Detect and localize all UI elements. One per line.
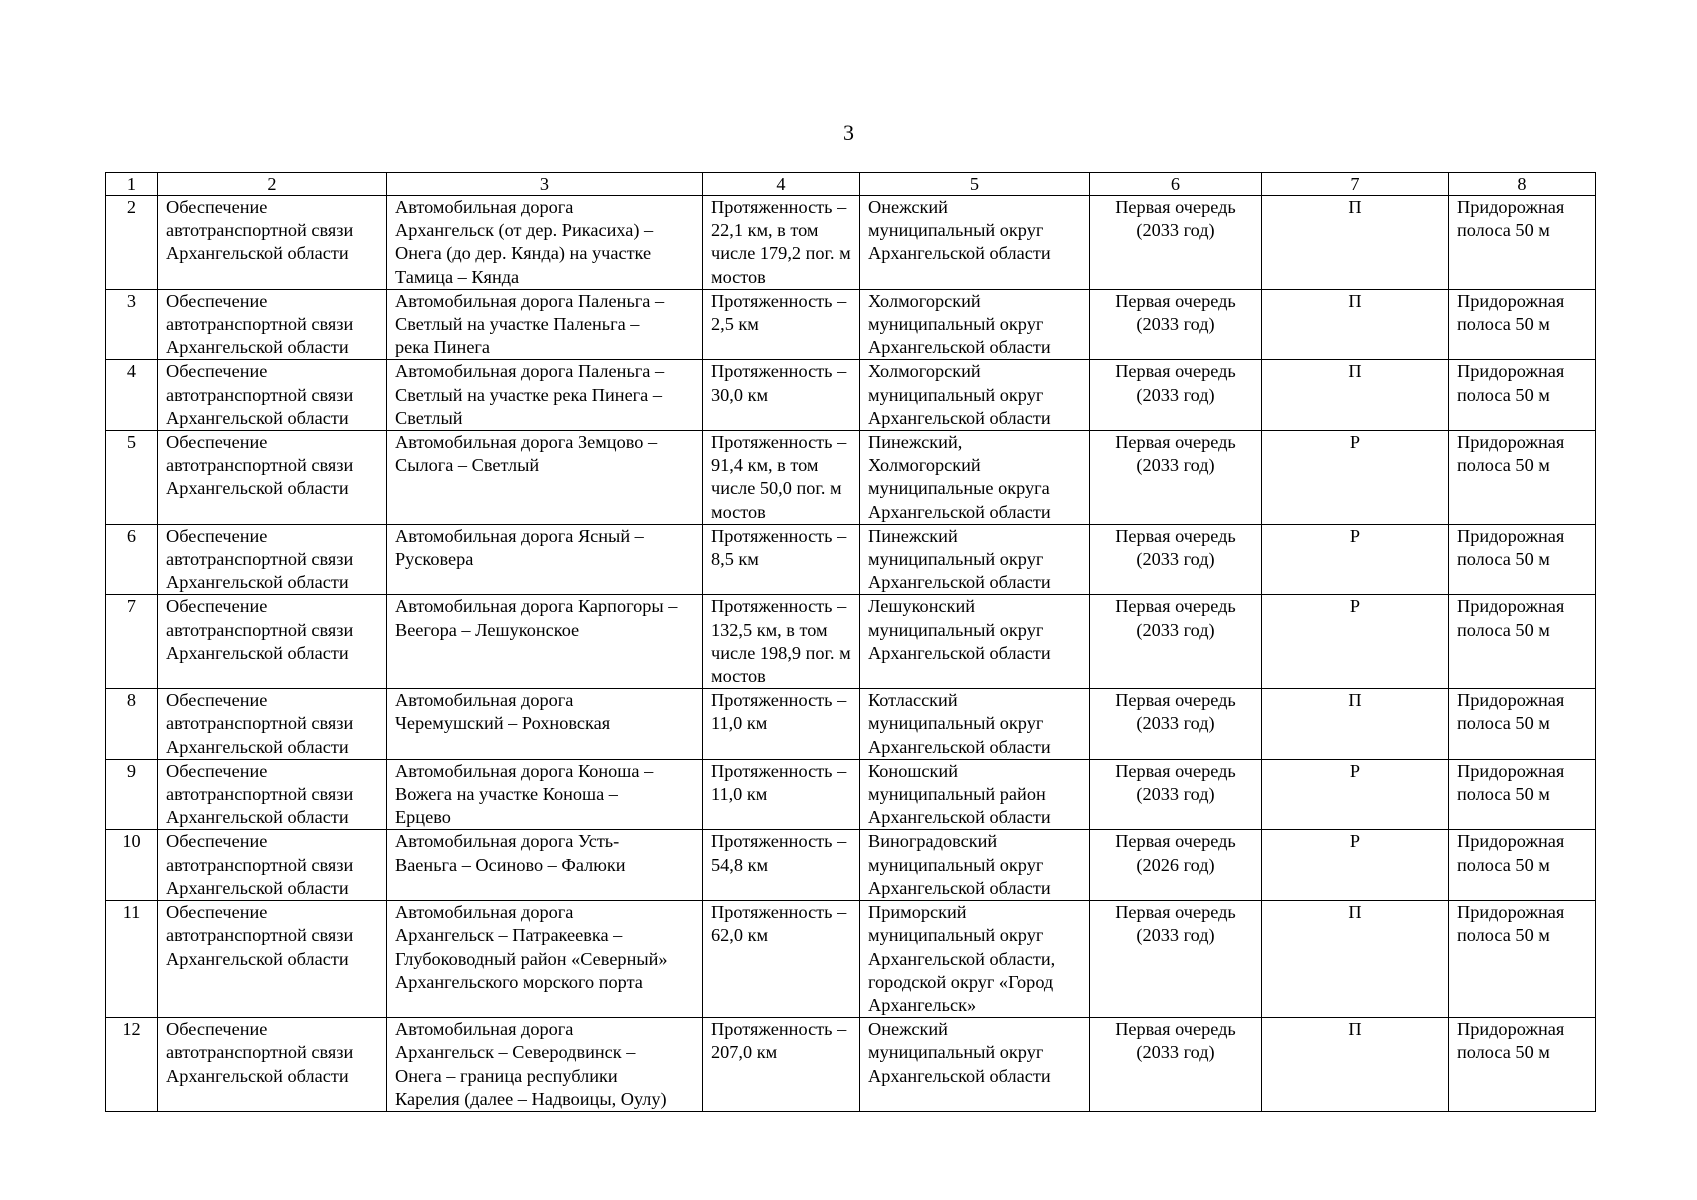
- purpose-cell: Обеспечение автотранспортной связи Архангельской области: [158, 689, 387, 760]
- zone-cell: Придорожная полоса 50 м: [1449, 595, 1596, 689]
- location-cell: Онежский муниципальный округ Архангельской области: [860, 196, 1090, 290]
- object-name-cell: Автомобильная дорога Паленьга – Светлый на участке река Пинега – Светлый: [387, 360, 703, 431]
- row-number-cell: 7: [106, 595, 158, 689]
- row-number-cell: 9: [106, 759, 158, 830]
- purpose-cell: Обеспечение автотранспортной связи Архангельской области: [158, 196, 387, 290]
- object-name-cell: Автомобильная дорога Паленьга – Светлый на участке Паленьга – река Пинега: [387, 289, 703, 360]
- characteristics-cell: Протяженность – 91,4 км, в том числе 50,0 пог. м мостов: [703, 431, 860, 525]
- column-number: 6: [1090, 173, 1262, 196]
- table-row: [106, 431, 1596, 525]
- table-row: [106, 1018, 1596, 1112]
- stage-cell: Первая очередь (2033 год): [1090, 689, 1262, 760]
- row-number-cell: 2: [106, 196, 158, 290]
- characteristics-cell: Протяженность – 8,5 км: [703, 524, 860, 595]
- object-name-cell: Автомобильная дорога Черемушский – Рохновская: [387, 689, 703, 760]
- category-cell: Р: [1262, 431, 1449, 525]
- zone-cell: Придорожная полоса 50 м: [1449, 901, 1596, 1018]
- zone-cell: Придорожная полоса 50 м: [1449, 759, 1596, 830]
- location-cell: Приморский муниципальный округ Архангельской области, городской округ «Город Архангельск»: [860, 901, 1090, 1018]
- stage-cell: Первая очередь (2033 год): [1090, 196, 1262, 290]
- column-number: 8: [1449, 173, 1596, 196]
- zone-cell: Придорожная полоса 50 м: [1449, 1018, 1596, 1112]
- category-cell: Р: [1262, 595, 1449, 689]
- object-name-cell: Автомобильная дорога Земцово – Сылога – Светлый: [387, 431, 703, 525]
- table-row: [106, 759, 1596, 830]
- location-cell: Пинежский, Холмогорский муниципальные округа Архангельской области: [860, 431, 1090, 525]
- stage-cell: Первая очередь (2033 год): [1090, 431, 1262, 525]
- row-number-cell: 3: [106, 289, 158, 360]
- row-number-cell: 5: [106, 431, 158, 525]
- stage-cell: Первая очередь (2033 год): [1090, 524, 1262, 595]
- object-name-cell: Автомобильная дорога Архангельск (от дер. Рикасиха) – Онега (до дер. Кянда) на участке Тамица – Кянда: [387, 196, 703, 290]
- category-cell: П: [1262, 289, 1449, 360]
- column-number: 2: [158, 173, 387, 196]
- category-cell: Р: [1262, 759, 1449, 830]
- zone-cell: Придорожная полоса 50 м: [1449, 360, 1596, 431]
- category-cell: П: [1262, 360, 1449, 431]
- characteristics-cell: Протяженность – 54,8 км: [703, 830, 860, 901]
- stage-cell: Первая очередь (2033 год): [1090, 1018, 1262, 1112]
- location-cell: Пинежский муниципальный округ Архангельской области: [860, 524, 1090, 595]
- stage-cell: Первая очередь (2033 год): [1090, 595, 1262, 689]
- location-cell: Виноградовский муниципальный округ Архангельской области: [860, 830, 1090, 901]
- purpose-cell: Обеспечение автотранспортной связи Архангельской области: [158, 360, 387, 431]
- category-cell: П: [1262, 901, 1449, 1018]
- zone-cell: Придорожная полоса 50 м: [1449, 431, 1596, 525]
- table-row: [106, 595, 1596, 689]
- object-name-cell: Автомобильная дорога Ясный – Русковера: [387, 524, 703, 595]
- category-cell: Р: [1262, 524, 1449, 595]
- purpose-cell: Обеспечение автотранспортной связи Архангельской области: [158, 289, 387, 360]
- row-number-cell: 10: [106, 830, 158, 901]
- purpose-cell: Обеспечение автотранспортной связи Архангельской области: [158, 595, 387, 689]
- table-row: [106, 289, 1596, 360]
- column-number: 3: [387, 173, 703, 196]
- stage-cell: Первая очередь (2033 год): [1090, 289, 1262, 360]
- location-cell: Холмогорский муниципальный округ Архангельской области: [860, 289, 1090, 360]
- characteristics-cell: Протяженность – 2,5 км: [703, 289, 860, 360]
- column-number: 1: [106, 173, 158, 196]
- purpose-cell: Обеспечение автотранспортной связи Архангельской области: [158, 524, 387, 595]
- object-name-cell: Автомобильная дорога Коноша – Вожега на участке Коноша – Ерцево: [387, 759, 703, 830]
- category-cell: П: [1262, 689, 1449, 760]
- row-number-cell: 11: [106, 901, 158, 1018]
- purpose-cell: Обеспечение автотранспортной связи Архангельской области: [158, 830, 387, 901]
- purpose-cell: Обеспечение автотранспортной связи Архангельской области: [158, 1018, 387, 1112]
- location-cell: Коношский муниципальный район Архангельской области: [860, 759, 1090, 830]
- zone-cell: Придорожная полоса 50 м: [1449, 196, 1596, 290]
- stage-cell: Первая очередь (2033 год): [1090, 759, 1262, 830]
- table-row: [106, 830, 1596, 901]
- stage-cell: Первая очередь (2026 год): [1090, 830, 1262, 901]
- table-row: [106, 360, 1596, 431]
- purpose-cell: Обеспечение автотранспортной связи Архангельской области: [158, 901, 387, 1018]
- zone-cell: Придорожная полоса 50 м: [1449, 830, 1596, 901]
- location-cell: Холмогорский муниципальный округ Архангельской области: [860, 360, 1090, 431]
- characteristics-cell: Протяженность – 22,1 км, в том числе 179,2 пог. м мостов: [703, 196, 860, 290]
- zone-cell: Придорожная полоса 50 м: [1449, 524, 1596, 595]
- object-name-cell: Автомобильная дорога Карпогоры – Веегора – Лешуконское: [387, 595, 703, 689]
- page-number: 3: [843, 120, 854, 145]
- characteristics-cell: Протяженность – 11,0 км: [703, 759, 860, 830]
- location-cell: Лешуконский муниципальный округ Архангельской области: [860, 595, 1090, 689]
- table-row: [106, 689, 1596, 760]
- category-cell: П: [1262, 1018, 1449, 1112]
- row-number-cell: 6: [106, 524, 158, 595]
- location-cell: Онежский муниципальный округ Архангельской области: [860, 1018, 1090, 1112]
- table-row: [106, 901, 1596, 1018]
- characteristics-cell: Протяженность – 11,0 км: [703, 689, 860, 760]
- table-row: [106, 524, 1596, 595]
- stage-cell: Первая очередь (2033 год): [1090, 360, 1262, 431]
- category-cell: П: [1262, 196, 1449, 290]
- row-number-cell: 12: [106, 1018, 158, 1112]
- characteristics-cell: Протяженность – 30,0 км: [703, 360, 860, 431]
- characteristics-cell: Протяженность – 62,0 км: [703, 901, 860, 1018]
- zone-cell: Придорожная полоса 50 м: [1449, 689, 1596, 760]
- purpose-cell: Обеспечение автотранспортной связи Архангельской области: [158, 759, 387, 830]
- purpose-cell: Обеспечение автотранспортной связи Архангельской области: [158, 431, 387, 525]
- column-number: 7: [1262, 173, 1449, 196]
- category-cell: Р: [1262, 830, 1449, 901]
- row-number-cell: 4: [106, 360, 158, 431]
- characteristics-cell: Протяженность – 207,0 км: [703, 1018, 860, 1112]
- objects-table: [105, 172, 1596, 1112]
- column-number: 4: [703, 173, 860, 196]
- object-name-cell: Автомобильная дорога Архангельск – Патракеевка – Глубоководный район «Северный» Архангельского морского порта: [387, 901, 703, 1018]
- table-row: [106, 196, 1596, 290]
- object-name-cell: Автомобильная дорога Усть- Ваеньга – Осиново – Фалюки: [387, 830, 703, 901]
- characteristics-cell: Протяженность – 132,5 км, в том числе 198,9 пог. м мостов: [703, 595, 860, 689]
- column-number: 5: [860, 173, 1090, 196]
- zone-cell: Придорожная полоса 50 м: [1449, 289, 1596, 360]
- object-name-cell: Автомобильная дорога Архангельск – Северодвинск – Онега – граница республики Карелия (далее – Надвоицы, Оулу): [387, 1018, 703, 1112]
- row-number-cell: 8: [106, 689, 158, 760]
- location-cell: Котласский муниципальный округ Архангельской области: [860, 689, 1090, 760]
- stage-cell: Первая очередь (2033 год): [1090, 901, 1262, 1018]
- column-number-row: [106, 173, 1596, 196]
